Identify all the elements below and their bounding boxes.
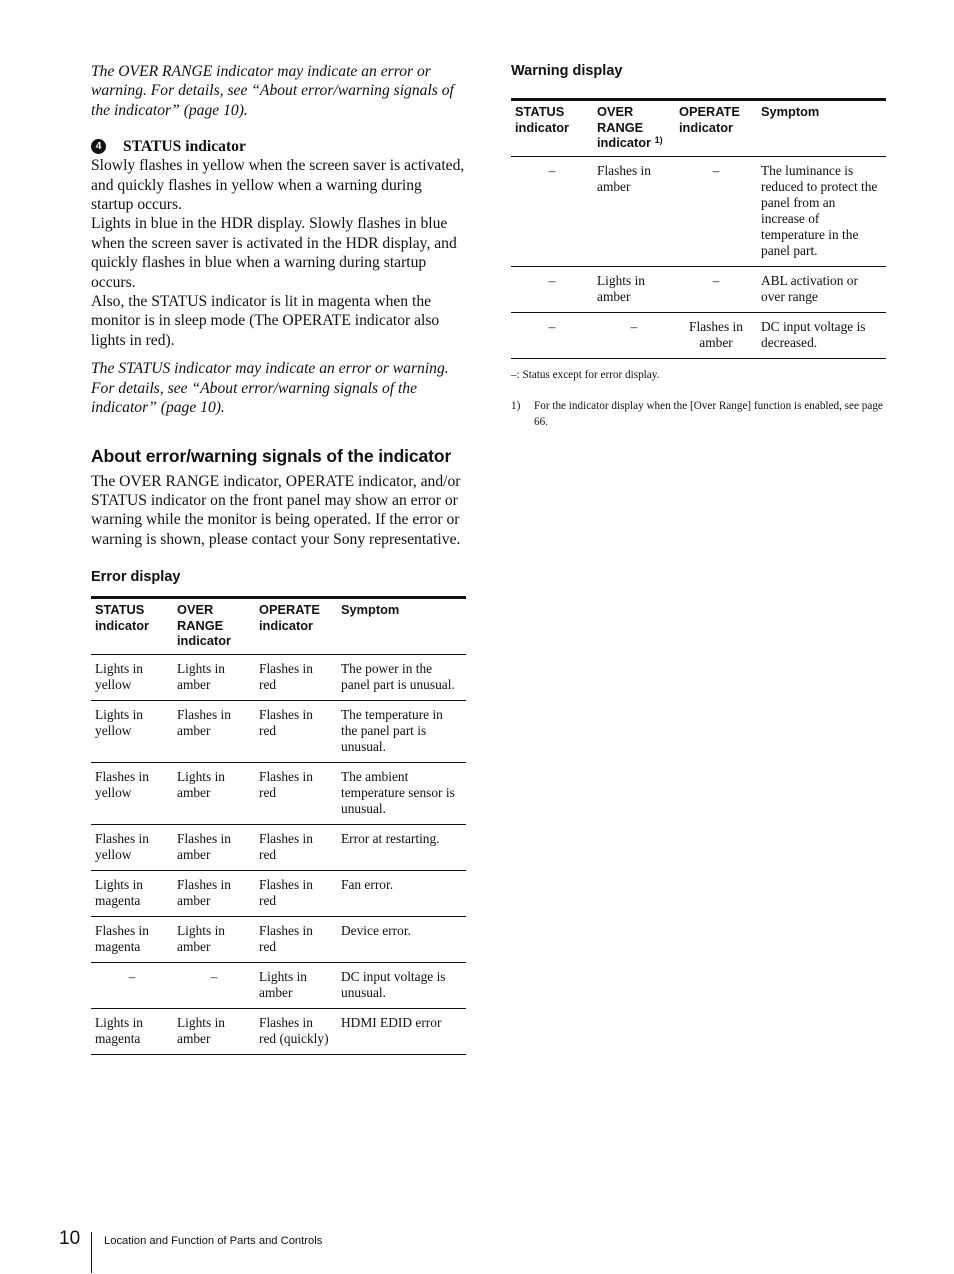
cell-operate: Flashes in red	[255, 870, 337, 916]
cell-status: –	[511, 156, 593, 266]
cell-operate: Flashes in red	[255, 700, 337, 762]
table-row	[91, 824, 466, 870]
cell-over-range: Flashes in amber	[173, 700, 255, 762]
right-column	[511, 62, 886, 430]
table-row	[511, 312, 886, 358]
cell-status: Lights in yellow	[91, 654, 173, 700]
header-operate: OPERATE indicator	[255, 598, 337, 655]
status-paragraph-2: Lights in blue in the HDR display. Slowly flashes in blue when the screen saver is activated in the HDR display, and quickly flashes in blue when a warning during startup occurs.	[91, 215, 457, 291]
table-note: –: Status except for error display.	[511, 368, 660, 381]
cell-operate: –	[675, 156, 757, 266]
cell-symptom: Fan error.	[337, 870, 466, 916]
table-row	[91, 700, 466, 762]
over-range-note: The OVER RANGE indicator may indicate an error or warning. For details, see “About error/warning signals of the indicator” (page 10).	[91, 63, 454, 119]
cell-operate: Lights in amber	[255, 962, 337, 1008]
status-paragraph-1: Slowly flashes in yellow when the screen saver is activated, and quickly flashes in yellow when a warning during startup occurs.	[91, 157, 465, 214]
cell-status: Lights in magenta	[91, 1008, 173, 1054]
table-row	[91, 762, 466, 824]
cell-status: Lights in magenta	[91, 870, 173, 916]
cell-over-range: Lights in amber	[593, 266, 675, 312]
cell-over-range: Flashes in amber	[173, 824, 255, 870]
cell-symptom: DC input voltage is decreased.	[757, 312, 886, 358]
status-note: The STATUS indicator may indicate an error or warning. For details, see “About error/warning signals of the indicator” (page 10).	[91, 360, 449, 417]
cell-status: Lights in yellow	[91, 700, 173, 762]
table-row	[91, 1008, 466, 1054]
cell-symptom: Device error.	[337, 916, 466, 962]
table-row	[91, 962, 466, 1008]
cell-operate: Flashes in red (quickly)	[255, 1008, 337, 1054]
header-symptom: Symptom	[757, 100, 886, 157]
cell-over-range: Lights in amber	[173, 1008, 255, 1054]
cell-symptom: The luminance is reduced to protect the panel from an increase of temperature in the panel part.	[757, 156, 886, 266]
status-indicator-title: STATUS indicator	[123, 138, 246, 156]
status-indicator-heading	[91, 137, 466, 156]
footer-section-title: Location and Function of Parts and Controls	[104, 1235, 323, 1247]
error-display-table	[91, 596, 466, 1055]
cell-symptom: DC input voltage is unusual.	[337, 962, 466, 1008]
table-header-row	[91, 598, 466, 655]
cell-status: Flashes in yellow	[91, 824, 173, 870]
cell-operate: –	[675, 266, 757, 312]
cell-over-range: –	[173, 962, 255, 1008]
cell-status: –	[511, 266, 593, 312]
section-heading: About error/warning signals of the indicator	[91, 445, 452, 466]
cell-symptom: The power in the panel part is unusual.	[337, 654, 466, 700]
cell-operate: Flashes in amber	[675, 312, 757, 358]
cell-operate: Flashes in red	[255, 654, 337, 700]
cell-operate: Flashes in red	[255, 824, 337, 870]
footnote	[511, 399, 886, 430]
cell-operate: Flashes in red	[255, 762, 337, 824]
cell-over-range: Lights in amber	[173, 654, 255, 700]
warning-display-table	[511, 98, 886, 359]
table-row	[91, 654, 466, 700]
table-row	[91, 870, 466, 916]
header-operate: OPERATE indicator	[675, 100, 757, 157]
cell-operate: Flashes in red	[255, 916, 337, 962]
cell-symptom: Error at restarting.	[337, 824, 466, 870]
cell-over-range: Flashes in amber	[173, 870, 255, 916]
page-number: 10	[59, 1228, 81, 1249]
number-4-badge-icon: 4	[91, 139, 106, 154]
cell-status: Flashes in magenta	[91, 916, 173, 962]
warning-display-heading: Warning display	[511, 63, 623, 79]
left-column	[91, 62, 466, 1055]
table-row	[511, 156, 886, 266]
footnote-number: 1)	[511, 400, 521, 412]
header-symptom: Symptom	[337, 598, 466, 655]
footer-divider	[91, 1232, 92, 1273]
table-row	[511, 266, 886, 312]
cell-over-range: Lights in amber	[173, 762, 255, 824]
footnote-text: For the indicator display when the [Over Range] function is enabled, see page 66.	[534, 400, 883, 428]
header-status: STATUS indicator	[511, 100, 593, 157]
table-header-row	[511, 100, 886, 157]
cell-status: –	[511, 312, 593, 358]
footnote-marker: 1)	[654, 135, 663, 145]
cell-status: Flashes in yellow	[91, 762, 173, 824]
header-status: STATUS indicator	[91, 598, 173, 655]
cell-status: –	[91, 962, 173, 1008]
cell-over-range: –	[593, 312, 675, 358]
status-paragraph-3: Also, the STATUS indicator is lit in magenta when the monitor is in sleep mode (The OPERATE indicator also lights in red).	[91, 293, 440, 349]
cell-symptom: The ambient temperature sensor is unusual.	[337, 762, 466, 824]
cell-symptom: The temperature in the panel part is unusual.	[337, 700, 466, 762]
cell-symptom: ABL activation or over range	[757, 266, 886, 312]
section-body: The OVER RANGE indicator, OPERATE indicator, and/or STATUS indicator on the front panel may show an error or warning while the monitor is being operated. If the error or warning is shown, please contact your Sony representative.	[91, 472, 461, 548]
cell-symptom: HDMI EDID error	[337, 1008, 466, 1054]
error-display-heading: Error display	[91, 569, 181, 586]
table-row	[91, 916, 466, 962]
header-over-range: OVER RANGE indicator $^{1)}$	[593, 100, 675, 157]
cell-over-range: Flashes in amber	[593, 156, 675, 266]
cell-over-range: Lights in amber	[173, 916, 255, 962]
header-over-range: OVER RANGE indicator	[173, 598, 255, 655]
